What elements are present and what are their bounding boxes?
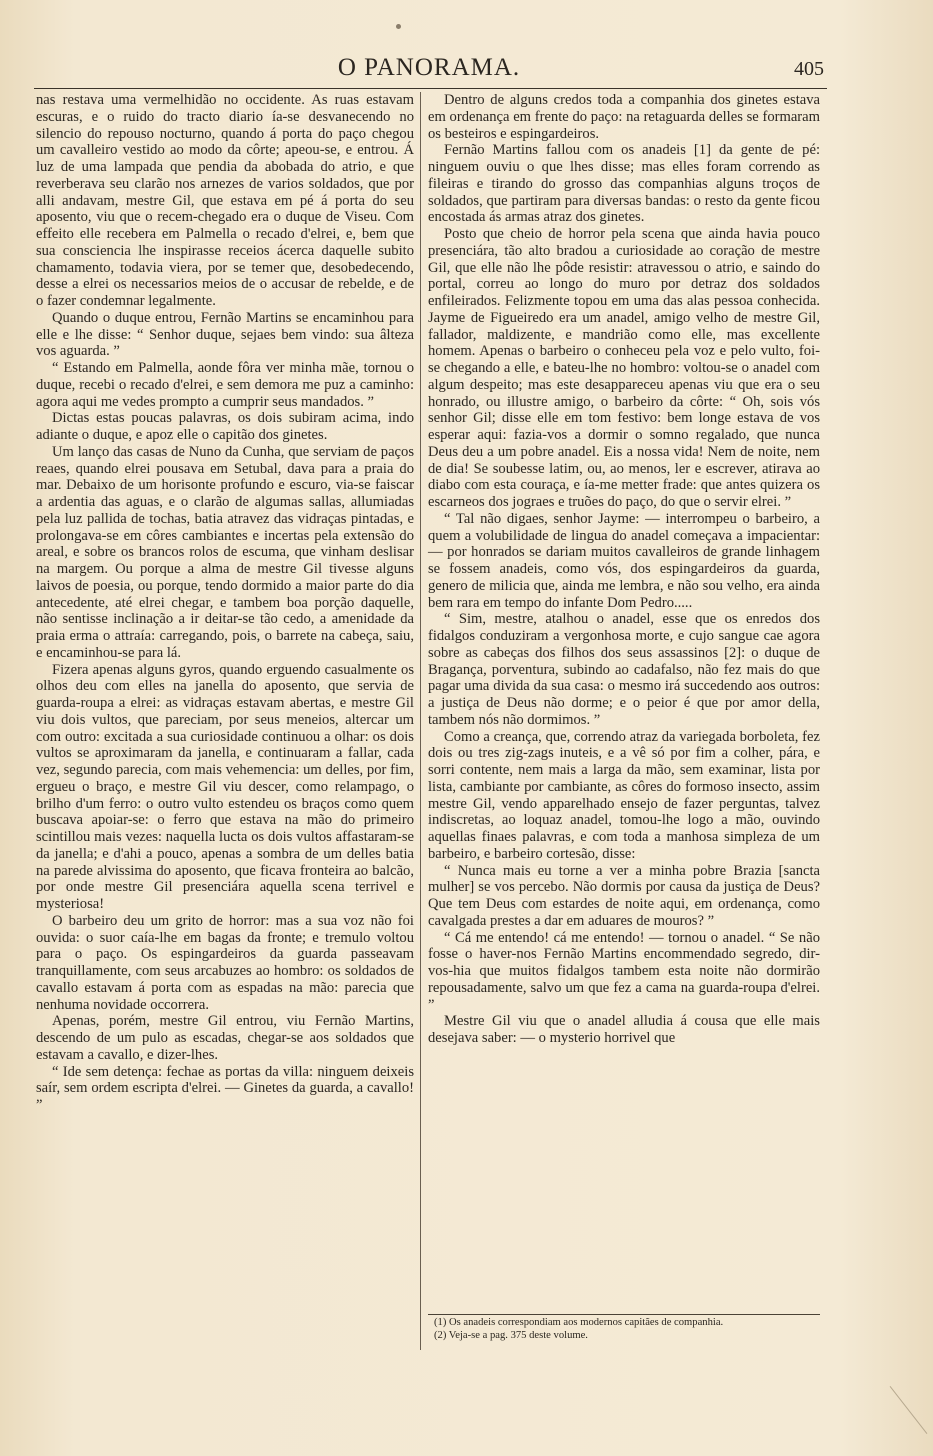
paragraph: Fernão Martins fallou com os anadeis [1] da gente de pé: ninguem ouviu o que lhes disse; mas elles foram correndo as fileiras e tirando do grosso das companhias alguns troços de soldados, que partiram para diversas bandas: o resto da gente ficou encostada ás armas atraz dos ginetes. bbox=[428, 142, 820, 226]
footnotes bbox=[428, 1314, 820, 1342]
paragraph: Como a creança, que, correndo atraz da variegada borboleta, fez dois ou tres zig-zags inuteis, e a vê só por fim a colher, pára, e sorri contente, nem mais a larga da mão, sem examinar, lista por lista, cambiante por cambiante, as côres do formoso insecto, assim mestre Gil, vendo apparelhado ensejo de fazer perguntas, talvez indiscretas, ao loquaz anadel, tomou-lhe logo a mão, ouvindo aquellas finaes palavras, e com toda a manhosa simpleza de um barbeiro, e barbeiro cortesão, disse: bbox=[428, 728, 820, 862]
footnote: (1) Os anadeis correspondiam aos modernos capitães de companhia. bbox=[434, 1317, 724, 1328]
footnote: (2) Veja-se a pag. 375 deste volume. bbox=[434, 1329, 588, 1341]
paragraph: “ Cá me entendo! cá me entendo! — tornou o anadel. “ Se não fosse o haver-nos Fernão Martins encommendado segredo, dir-vos-hia que muitos fidalgos tambem esta noite não dormirão repousadamente, salvo um que fez a cama na guarda-roupa d'elrei. ” bbox=[428, 929, 820, 1013]
paragraph: Apenas, porém, mestre Gil entrou, viu Fernão Martins, descendo de um pulo as escadas, chegar-se aos soldados que estavam a cavallo, e dizer-lhes. bbox=[36, 1013, 414, 1063]
page-header bbox=[34, 52, 824, 88]
paragraph: “ Ide sem detença: fechae as portas da villa: ninguem deixeis saír, sem ordem escripta d'elrei. — Ginetes da guarda, a cavallo! ” bbox=[36, 1063, 414, 1113]
paragraph: “ Nunca mais eu torne a ver a minha pobre Brazia [sancta mulher] se vos percebo. Não dormis por causa da justiça de Deus? Que tem Deus com estardes de noite aqui, em ordenança, como cavalgada prestes a dar em aduares de mouros? ” bbox=[428, 862, 820, 929]
paragraph: Quando o duque entrou, Fernão Martins se encaminhou para elle e lhe disse: “ Senhor duque, sejaes bem vindo: sua âlteza vos aguarda. ” bbox=[36, 309, 414, 360]
paragraph: O barbeiro deu um grito de horror: mas a sua voz não foi ouvida: o suor caía-lhe em bagas da fronte; e tremulo voltou para o paço. Os espingardeiros da guarda passeavam tranquillamente, com seus arcabuzes ao hombro: os soldados de cavallo estavam á porta com as espadas na mão: parecia que nenhuma novidade occorrera. bbox=[36, 912, 414, 1013]
paragraph: Dictas estas poucas palavras, os dois subiram acima, indo adiante o duque, e apoz elle o capitão dos ginetes. bbox=[36, 410, 414, 443]
paragraph: Mestre Gil viu que o anadel alludia á cousa que elle mais desejava saber: — o mysterio horrivel que bbox=[428, 1013, 820, 1046]
print-dot bbox=[396, 24, 401, 29]
header-rule bbox=[34, 88, 827, 89]
right-column bbox=[428, 92, 820, 1047]
left-column bbox=[36, 92, 414, 1114]
paragraph: Posto que cheio de horror pela scena que ainda havia pouco presenciára, tão alto bradou a curiosidade ao coração de mestre Gil, que elle não lhe pôde resistir: atravessou o atrio, e saindo do portal, correu ao longo do muro por detraz dos soldados enfileirados. Felizmente topou em uma das alas pessoa conhecida. Jayme de Figueiredo era um anadel, amigo velho de mestre Gil, fallador, maldizente, e mandrião como elle, mas excellente homem. Apenas o barbeiro o conheceu pela voz e pelo vulto, foi-se chegando a elle, e bateu-lhe no hombro: voltou-se o anadel com algum despeito; mas este desappareceu apenas viu que era o seu honrado, ou illustre amigo, o barbeiro da côrte: “ Oh, sois vós senhor Gil; disse elle em tom festivo: bem longe estava de vos esperar aqui: fazia-vos a dormir o somno regalado, que nunca Deus deu a um pobre anadel. Eis a nossa vida! Nem de noite, nem de dia! Se soubesse latim, ou, ao menos, ler e escrever, atirava ao diabo com esta couraça, e ía-me metter frade: que antes quizera os escarneos dos jograes e truões do paço, do que o servir elrei. ” bbox=[428, 226, 820, 510]
column-separator bbox=[420, 92, 421, 1350]
paragraph: Um lanço das casas de Nuno da Cunha, que serviam de paços reaes, quando elrei pousava em Setubal, dava para a praia do mar. Debaixo de um horisonte profundo e escuro, via-se faiscar a ardentia das aguas, e o clarão de algumas sallas, allumiadas pela luz pallida de tochas, batia atravez das vidraças pintadas, e prolongava-se em côres cambiantes e incertas pela extensão do areal, e sobre os brancos rolos de escuma, que vinham deslisar na margem. Ou porque a alma de mestre Gil tivesse alguns laivos de poesia, ou porque, tendo dormido a maior parte do dia antecedente, até elrei chegar, e tambem boa porção daquelle, não sentisse inclinação a ir deitar-se tão cedo, a amenidade da praia erma o attraía: carregando, pois, o barrete na cabeça, saiu, e encaminhou-se para lá. bbox=[36, 443, 414, 661]
paragraph: “ Sim, mestre, atalhou o anadel, esse que os enredos dos fidalgos conduziram a vergonhosa morte, e cujo sangue cae agora sobre as cabeças dos filhos dos seus assassinos [2]: o duque de Bragança, porventura, subindo ao cadafalso, não fez mais do que pagar uma divida da sua casa: o mesmo irá succedendo aos outros: a justiça de Deus não dorme; e o peior é que por amor della, tambem nós não dormimos. ” bbox=[428, 611, 820, 728]
page-title: O PANORAMA. bbox=[337, 54, 521, 81]
paragraph: “ Estando em Palmella, aonde fôra ver minha mãe, tornou o duque, recebi o recado d'elrei, e sem demora me puz a caminho: agora aqui me vedes prompto a cumprir seus mandados. ” bbox=[36, 360, 414, 410]
paragraph: Dentro de alguns credos toda a companhia dos ginetes estava em ordenança em frente do paço: na retaguarda delles se formaram os besteiros e espingardeiros. bbox=[428, 92, 820, 142]
paper-crease bbox=[890, 1386, 928, 1434]
paragraph: “ Tal não digaes, senhor Jayme: — interrompeu o barbeiro, a quem a volubilidade de lingua do anadel começava a impacientar: — por honrados se dariam muitos cavalleiros de grande linhagem se fossem anadeis, como vós, dos espingardeiros da guarda, genero de milicia que, ainda me lembra, e não sou velho, era ainda bem rara em tempo do infante Dom Pedro..... bbox=[428, 510, 820, 611]
paragraph: Fizera apenas alguns gyros, quando erguendo casualmente os olhos deu com elles na janella do aposento, que servia de guarda-roupa a elrei: as vidraças estavam abertas, e mestre Gil viu dois vultos, que pareciam, por seus meneios, altercar um com outro: excitada a sua curiosidade continuou a olhar: os dois vultos se aproximaram da janella, e continuaram a fallar, cada vez, segundo parecia, com mais vehemencia: um delles, por fim, ergueu o braço, e mestre Gil viu descer, como relampago, o brilho d'um ferro: o outro vulto estendeu os braços como quem buscava apoiar-se: o ferro que estava na mão do primeiro scintillou mais vezes: naquella lucta os dois vultos affastaram-se da janella; e d'ahi a pouco, apenas a sombra de um delles batia na parede alvissima do aposento, que ficava fronteira ao balcão, por onde mestre Gil presenciára aquella scena terrivel e mysteriosa! bbox=[36, 661, 414, 912]
page-number: 405 bbox=[794, 58, 824, 80]
paragraph: nas restava uma vermelhidão no occidente. As ruas estavam escuras, e o ruido do tracto diario ía-se desvanecendo no silencio do repouso nocturno, quando á porta do paço chegou um cavalleiro vestido ao modo da côrte; apeou-se, e entrou. Á luz de uma lampada que pendia da abobada do atrio, e que reverberava seu clarão nos arnezes de varios soldados, que por alli andavam, mestre Gil, que estava em pé á porta do seu aposento, viu que o recem-chegado era o duque de Viseu. Com effeito elle recebera em Palmella o recado d'elrei, e, bem que sua consciencia lhe inspirasse receios ácerca daquelle subito chamamento, todavia viera, por se temer que, desobedecendo, desse a elrei os necessarios meios de o accusar de rebelde, e de o fazer condemnar legalmente. bbox=[36, 92, 414, 309]
